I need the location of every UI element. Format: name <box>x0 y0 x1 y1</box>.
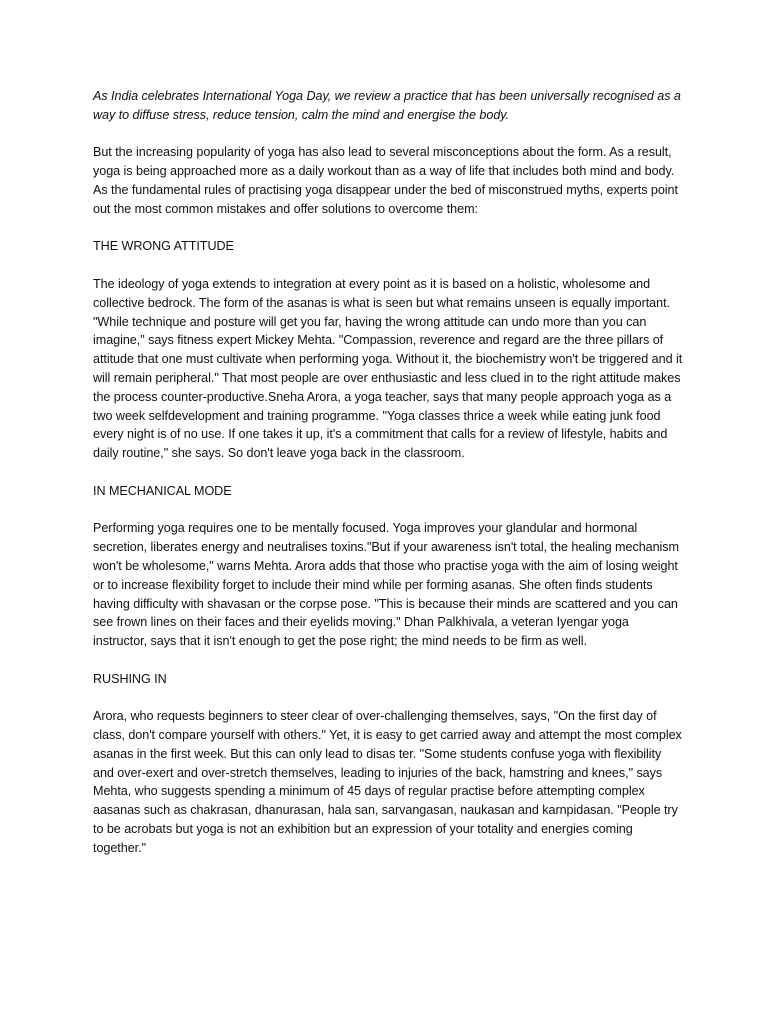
opening-paragraph: But the increasing popularity of yoga has also lead to several misconceptions about the form. As a result, yoga is being approached more as a daily workout than as a way of life that includes both mind and body. As the fundamental rules of practising yoga disappear under the bed of misconstrued myths, experts point out the most common mistakes and offer solutions to overcome them: <box>93 145 678 216</box>
document-page <box>93 87 683 876</box>
section-body-wrong-attitude: The ideology of yoga extends to integration at every point as it is based on a holistic, wholesome and collective bedrock. The form of the asanas is what is seen but what remains unseen is equally important. "While technique and posture will get you far, having the wrong attitude can undo more than you can imagine," says fitness expert Mickey Mehta. "Compassion, reverence and regard are the three pillars of attitude that one must cultivate when performing yoga. Without it, the biochemistry won't be triggered and it will remain peripheral." That most people are over enthusiastic and less clued in to the right attitude makes the process counter-productive.Sneha Arora, a yoga teacher, says that many people approach yoga as a two week selfdevelopment and training programme. "Yoga classes thrice a week while eating junk food every night is of no use. If one takes it up, it's a commitment that calls for a review of lifestyle, habits and daily routine," she says. So don't leave yoga back in the classroom. <box>93 276 683 461</box>
intro-paragraph: As India celebrates International Yoga Day, we review a practice that has been universally recognised as a way to diffuse stress, reduce tension, calm the mind and energise the body. <box>93 89 681 122</box>
section-heading-wrong-attitude: THE WRONG ATTITUDE <box>93 239 234 254</box>
section-heading-rushing-in: RUSHING IN <box>93 671 167 686</box>
section-heading-mechanical-mode: IN MECHANICAL MODE <box>93 483 232 498</box>
section-body-mechanical-mode: Performing yoga requires one to be mentally focused. Yoga improves your glandular and hormonal secretion, liberates energy and neutralises toxins."But if your awareness isn't total, the healing mechanism won't be wholesome," warns Mehta. Arora adds that those who practise yoga with the aim of losing weight or to increase flexibility forget to include their mind while per forming asanas. She often finds students having difficulty with shavasan or the corpse pose. "This is because their minds are scattered and you can see frown lines on their faces and their eyelids moving." Dhan Palkhivala, a veteran Iyengar yoga instructor, says that it isn't enough to get the pose right; the mind needs to be firm as well. <box>93 521 679 649</box>
section-body-rushing-in: Arora, who requests beginners to steer clear of over-challenging themselves, says, "On the first day of class, don't compare yourself with others." Yet, it is easy to get carried away and attempt the most complex asanas in the first week. But this can only lead to disas ter. "Some students confuse yoga with flexibility and over-exert and over-stretch themselves, leading to injuries of the back, hamstring and knees," says Mehta, who suggests spending a minimum of 45 days of regular practise before attempting complex aasanas such as chakrasan, dhanurasan, hala san, sarvangasan, naukasan and karnpidasan. "People try to be acrobats but yoga is not an exhibition but an expression of your totality and energies coming together." <box>93 709 682 855</box>
